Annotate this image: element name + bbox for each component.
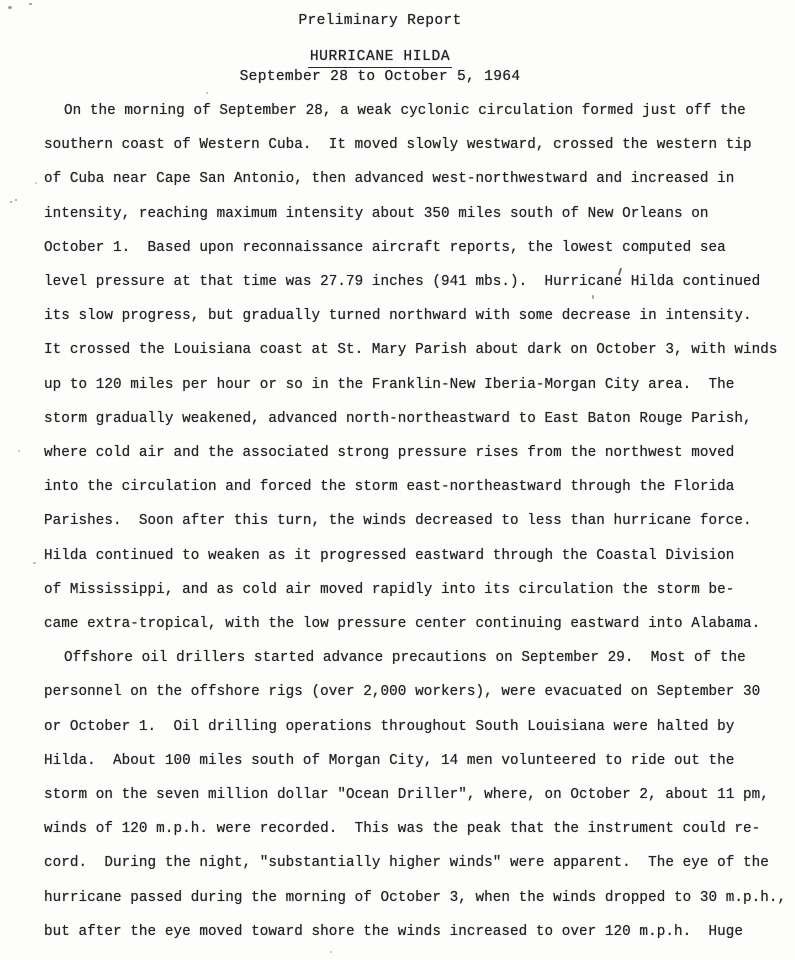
- scan-speck: [8, 6, 12, 9]
- text-line: where cold air and the associated strong pressure rises from the northwest moved: [44, 445, 735, 462]
- report-body: [44, 94, 792, 949]
- scan-speck: [592, 295, 594, 299]
- text-line: came extra-tropical, with the low pressure center continuing eastward into Alabama.: [44, 616, 761, 633]
- scan-speck: [18, 450, 20, 452]
- report-title-row: [0, 48, 760, 68]
- scan-speck: [10, 201, 12, 203]
- text-line: Hilda. About 100 miles south of Morgan City, 14 men volunteered to ride out the: [44, 752, 735, 769]
- text-line: up to 120 miles per hour or so in the Franklin-New Iberia-Morgan City area. The: [44, 376, 735, 393]
- text-line: into the circulation and forced the storm east-northeastward through the Florida: [44, 479, 735, 496]
- text-line: intensity, reaching maximum intensity about 350 miles south of New Orleans on: [44, 205, 709, 222]
- text-line: hurricane passed during the morning of October 3, when the winds dropped to 30 m.p.h.,: [44, 889, 787, 906]
- scan-speck: [29, 3, 32, 5]
- report-header: [0, 13, 760, 86]
- text-line: of Cuba near Cape San Antonio, then advanced west-northwestward and increased in: [44, 171, 735, 188]
- text-line: cord. During the night, "substantially higher winds" were apparent. The eye of the: [44, 855, 769, 872]
- text-line: On the morning of September 28, a weak cyclonic circulation formed just off the: [64, 103, 746, 119]
- text-line: southern coast of Western Cuba. It moved slowly westward, crossed the western tip: [44, 137, 752, 154]
- report-type-label: Preliminary Report: [298, 13, 462, 29]
- text-line: or October 1. Oil drilling operations throughout South Louisiana were halted by: [44, 718, 735, 735]
- text-line: It crossed the Louisiana coast at St. Mary Parish about dark on October 3, with winds: [44, 342, 778, 359]
- text-line: winds of 120 m.p.h. were recorded. This was the peak that the instrument could re-: [44, 821, 761, 838]
- scan-speck: [33, 562, 36, 564]
- scan-speck: [35, 182, 37, 184]
- text-line: Parishes. Soon after this turn, the winds decreased to less than hurricane force.: [44, 513, 752, 530]
- text-line: its slow progress, but gradually turned northward with some decrease in intensity.: [44, 308, 752, 325]
- text-line: of Mississippi, and as cold air moved rapidly into its circulation the storm be-: [44, 581, 735, 598]
- text-line: October 1. Based upon reconnaissance aircraft reports, the lowest computed sea: [44, 239, 726, 256]
- text-line: Hilda continued to weaken as it progressed eastward through the Coastal Division: [44, 547, 735, 564]
- text-line: personnel on the offshore rigs (over 2,000 workers), were evacuated on September 30: [44, 684, 761, 701]
- scan-speck: [206, 92, 208, 94]
- text-line: level pressure at that time was 27.79 inches (941 mbs.). Hurricane Hilda continued: [44, 274, 761, 291]
- scan-speck: [330, 951, 332, 953]
- text-line: storm on the seven million dollar "Ocean Driller", where, on October 2, about 11 pm,: [44, 787, 769, 804]
- paragraph-storm-narrative: [44, 94, 792, 641]
- text-line: storm gradually weakened, advanced north-northeastward to East Baton Rouge Parish,: [44, 410, 752, 427]
- text-line: Offshore oil drillers started advance precautions on September 29. Most of the: [64, 650, 746, 667]
- scan-speck: [15, 199, 17, 201]
- text-line: but after the eye moved toward shore the winds increased to over 120 m.p.h. Huge: [44, 923, 743, 940]
- report-title: HURRICANE HILDA: [308, 49, 452, 68]
- paragraph-offshore-oil: [44, 641, 792, 949]
- report-date-range: September 28 to October 5, 1964: [239, 69, 521, 85]
